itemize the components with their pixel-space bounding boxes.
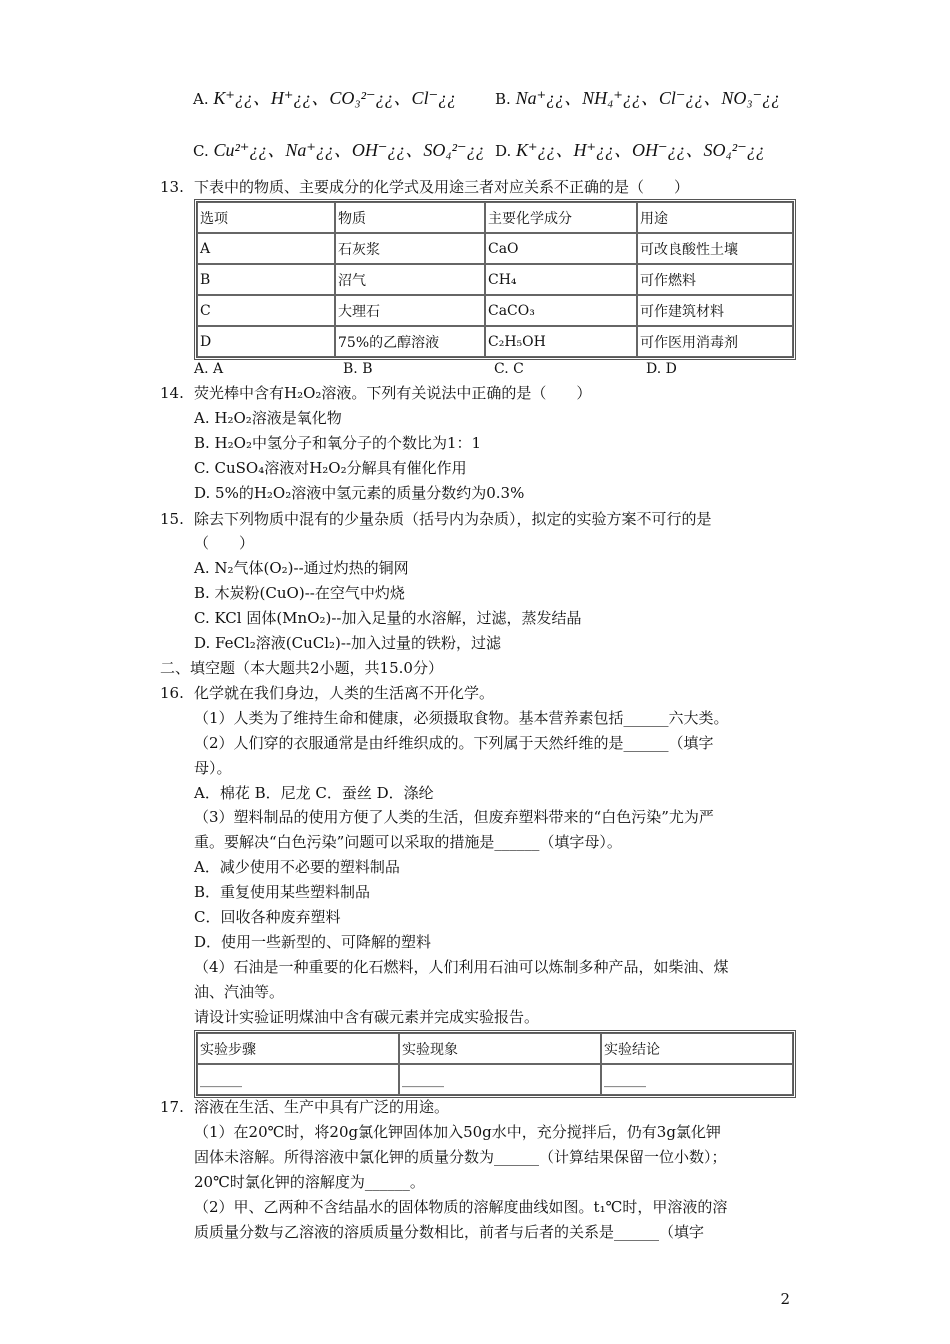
answer-blank-conclusion[interactable]: ______ (601, 1064, 793, 1095)
q14-option-d: D. 5%的H₂O₂溶液中氢元素的质量分数约为0.3% (194, 484, 525, 502)
q12-option-b-formula: Na⁺¿¿、NH₄⁺¿¿、Cl⁻¿¿、NO₃⁻¿¿ (515, 88, 781, 108)
table-cell: 可改良酸性土壤 (637, 233, 793, 264)
q16-part3-option-b: B．重复使用某些塑料制品 (194, 883, 371, 901)
q16-part3-option-d: D．使用一些新型的、可降解的塑料 (194, 933, 432, 951)
q16-part4-line3: 请设计实验证明煤油中含有碳元素并完成实验报告。 (194, 1008, 540, 1026)
q16-part3-option-c: C．回收各种废弃塑料 (194, 908, 341, 926)
q16-part2-line2: 母）。 (194, 759, 232, 777)
q17-number: 17. (160, 1098, 184, 1116)
q17-part1-line1: （1）在20℃时，将20g氯化钾固体加入50g水中，充分搅拌后，仍有3g氯化钾 (194, 1123, 721, 1141)
table-cell: 大理石 (335, 295, 485, 326)
table-row (197, 233, 793, 264)
q15-option-d: D. FeCl₂溶液(CuCl₂)--加入过量的铁粉，过滤 (194, 634, 502, 652)
table-row (197, 326, 793, 357)
table-header-cell: 物质 (335, 202, 485, 233)
q16-part4-line2: 油、汽油等。 (194, 983, 285, 1001)
table-row (197, 1064, 793, 1095)
q16-part3-option-a: A．减少使用不必要的塑料制品 (194, 858, 400, 876)
q13-choice-d: D. D (646, 361, 677, 377)
table-cell: CH₄ (485, 264, 637, 295)
q12-option-a-formula: K⁺¿¿、H⁺¿¿、CO₃²⁻¿¿、Cl⁻¿¿ (213, 88, 457, 108)
table-cell: CaCO₃ (485, 295, 637, 326)
table-row (197, 295, 793, 326)
q15-option-b: B. 木炭粉(CuO)--在空气中灼烧 (194, 584, 405, 602)
table-cell: 75%的乙醇溶液 (335, 326, 485, 357)
table-cell: 沼气 (335, 264, 485, 295)
table-cell: B (197, 264, 335, 295)
table-header-cell: 实验现象 (399, 1033, 601, 1064)
answer-blank-phenomenon[interactable]: ______ (399, 1064, 601, 1095)
q12-option-c-formula: Cu²⁺¿¿、Na⁺¿¿、OH⁻¿¿、SO₄²⁻¿¿ (213, 140, 485, 160)
q16-part3-line2: 重。要解决“白色污染”问题可以采取的措施是______（填字母）。 (194, 833, 622, 851)
q17-part1-line2: 固体未溶解。所得溶液中氯化钾的质量分数为______（计算结果保留一位小数）； (194, 1148, 727, 1166)
q15-option-c: C. KCl 固体(MnO₂)--加入足量的水溶解，过滤，蒸发结晶 (194, 609, 582, 627)
q13-table (194, 199, 796, 360)
table-cell: A (197, 233, 335, 264)
page-number: 2 (780, 1290, 790, 1308)
q17-part2-line1: （2）甲、乙两种不含结晶水的固体物质的溶解度曲线如图。t₁℃时，甲溶液的溶 (194, 1198, 728, 1216)
q16-part4-line1: （4）石油是一种重要的化石燃料，人们利用石油可以炼制多种产品，如柴油、煤 (194, 958, 729, 976)
q15-number: 15. (160, 510, 184, 528)
q12-option-c: C. Cu²⁺¿¿、Na⁺¿¿、OH⁻¿¿、SO₄²⁻¿¿ (193, 140, 485, 160)
q16-part1: （1）人类为了维持生命和健康，必须摄取食物。基本营养素包括______六大类。 (194, 709, 729, 727)
section-title: 二、填空题（本大题共2小题，共15.0分） (160, 659, 443, 677)
q13-stem: 13. 下表中的物质、主要成分的化学式及用途三者对应关系不正确的是（ ） (160, 178, 690, 196)
q15-stem: 15. 除去下列物质中混有的少量杂质（括号内为杂质），拟定的实验方案不可行的是 (160, 510, 712, 528)
table-header-cell: 主要化学成分 (485, 202, 637, 233)
q14-stem: 14. 荧光棒中含有H₂O₂溶液。下列有关说法中正确的是（ ） (160, 384, 592, 402)
q17-stem: 17. 溶液在生活、生产中具有广泛的用途。 (160, 1098, 450, 1116)
q16-part2-options: A．棉花 B．尼龙 C．蚕丝 D．涤纶 (194, 784, 434, 802)
q14-option-b: B. H₂O₂中氢分子和氧分子的个数比为1：1 (194, 434, 482, 452)
q14-number: 14. (160, 384, 184, 402)
table-cell: CaO (485, 233, 637, 264)
q12-option-d-formula: K⁺¿¿、H⁺¿¿、OH⁻¿¿、SO₄²⁻¿¿ (516, 140, 765, 160)
q13-choice-a: A. A (194, 361, 224, 377)
q17-part1-line3: 20℃时氯化钾的溶解度为______。 (194, 1173, 425, 1191)
table-header-cell: 实验步骤 (197, 1033, 399, 1064)
q12-option-d: D. K⁺¿¿、H⁺¿¿、OH⁻¿¿、SO₄²⁻¿¿ (495, 140, 765, 160)
q13-number: 13. (160, 178, 184, 196)
q16-part3-line1: （3）塑料制品的使用方便了人类的生活，但废弃塑料带来的“白色污染”尤为严 (194, 808, 714, 826)
q13-choice-b: B. B (343, 361, 373, 377)
q16-experiment-table (194, 1030, 796, 1098)
q12-option-b: B. Na⁺¿¿、NH₄⁺¿¿、Cl⁻¿¿、NO₃⁻¿¿ (495, 88, 781, 108)
table-header-cell: 实验结论 (601, 1033, 793, 1064)
q13-choice-c: C. C (494, 361, 524, 377)
table-cell: 可作燃料 (637, 264, 793, 295)
table-cell: 可作医用消毒剂 (637, 326, 793, 357)
table-cell: D (197, 326, 335, 357)
q15-stem-cont: （ ） (194, 534, 255, 552)
q12-option-a: A. K⁺¿¿、H⁺¿¿、CO₃²⁻¿¿、Cl⁻¿¿ (193, 88, 457, 108)
table-header-row (197, 1033, 793, 1064)
table-cell: 可作建筑材料 (637, 295, 793, 326)
table-header-cell: 选项 (197, 202, 335, 233)
table-row (197, 264, 793, 295)
q16-number: 16. (160, 684, 184, 702)
q15-option-a: A. N₂气体(O₂)--通过灼热的铜网 (194, 559, 409, 577)
answer-blank-steps[interactable]: ______ (197, 1064, 399, 1095)
q16-stem: 16. 化学就在我们身边，人类的生活离不开化学。 (160, 684, 495, 702)
table-header-cell: 用途 (637, 202, 793, 233)
table-cell: C (197, 295, 335, 326)
table-cell: C₂H₅OH (485, 326, 637, 357)
q14-option-c: C. CuSO₄溶液对H₂O₂分解具有催化作用 (194, 459, 467, 477)
table-cell: 石灰浆 (335, 233, 485, 264)
q16-part2-line1: （2）人们穿的衣服通常是由纤维织成的。下列属于天然纤维的是______（填字 (194, 734, 714, 752)
table-header-row (197, 202, 793, 233)
q14-option-a: A. H₂O₂溶液是氧化物 (194, 409, 342, 427)
q17-part2-line2: 质质量分数与乙溶液的溶质质量分数相比，前者与后者的关系是______（填字 (194, 1223, 705, 1241)
